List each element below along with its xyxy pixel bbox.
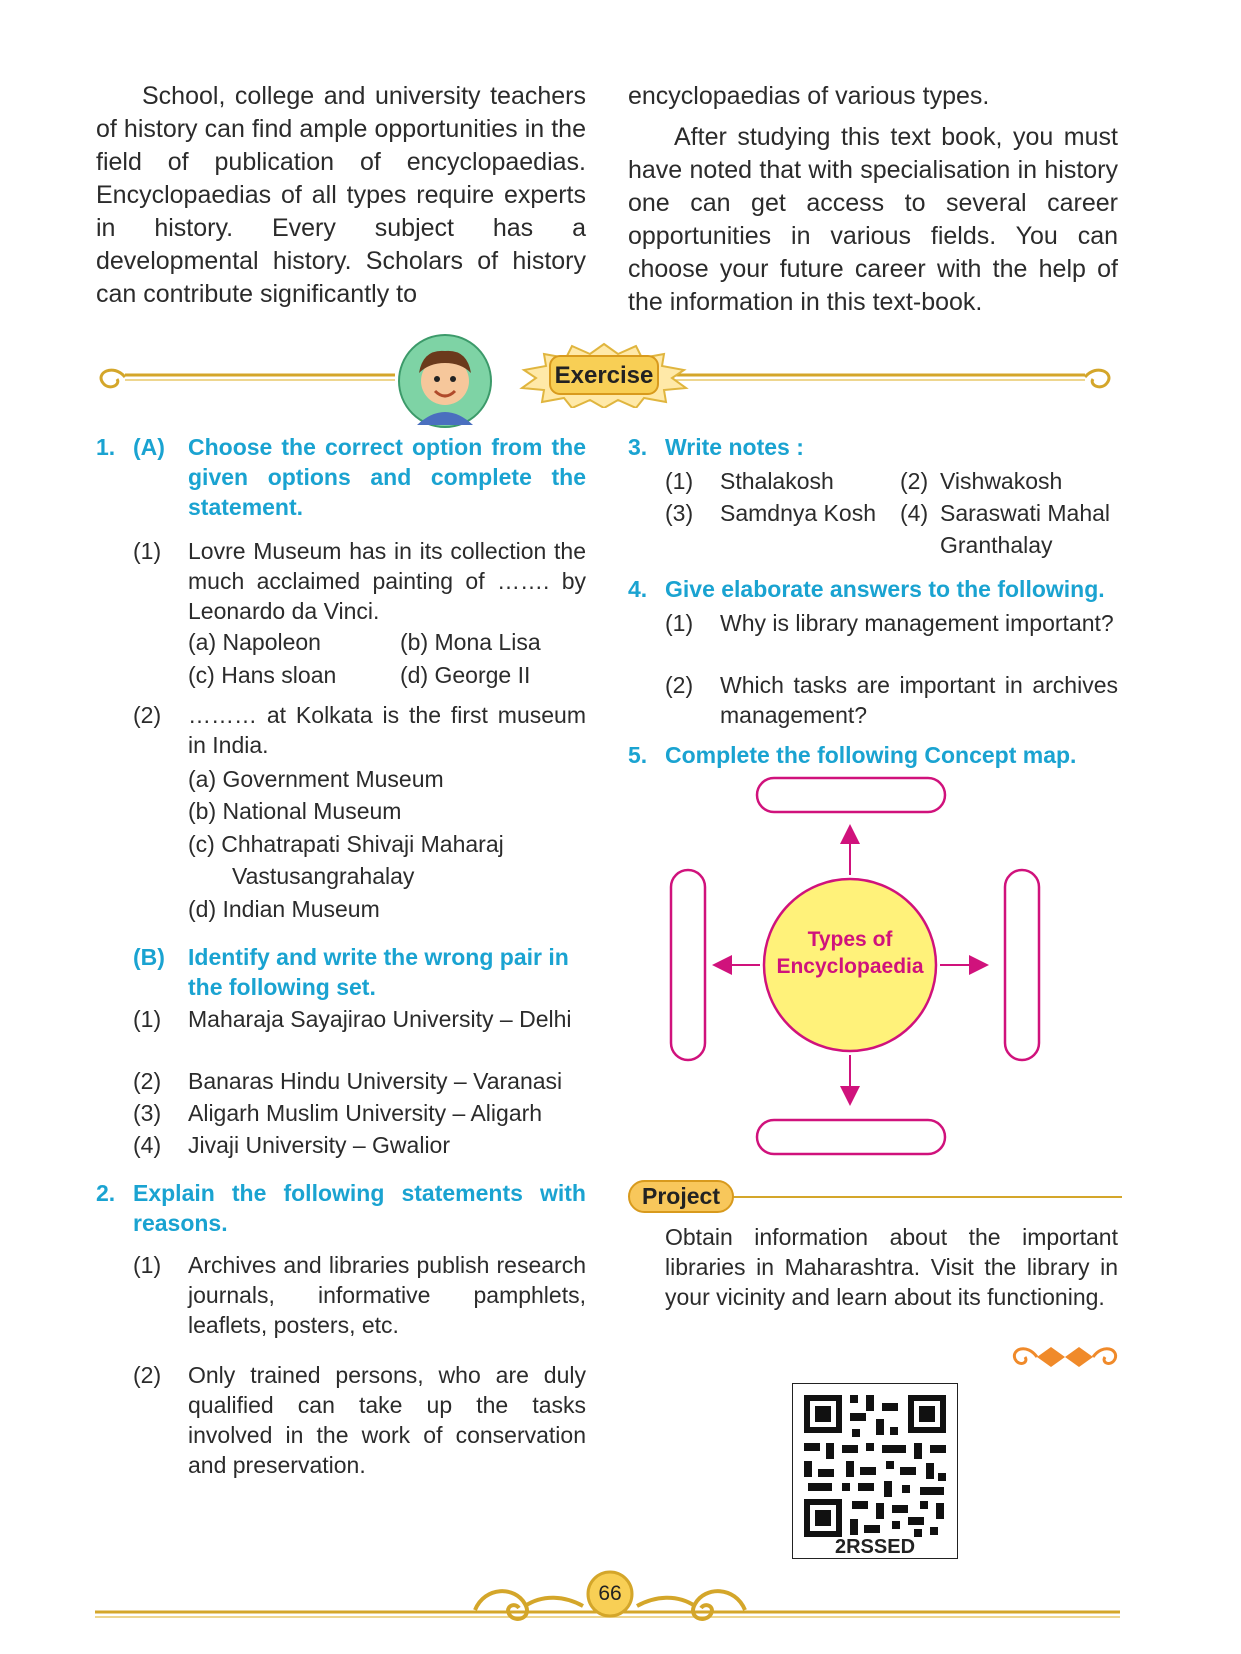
q1a-item1-option-d: (d) George II: [400, 662, 531, 688]
q1b-item4-number: (4): [133, 1132, 162, 1158]
q1a-item1-number: (1): [133, 538, 162, 564]
ornament-icon: [1010, 1340, 1120, 1374]
q1-partA-label: (A): [133, 434, 165, 460]
q3-item3-number: (3): [665, 500, 694, 526]
q3-item4-text: Saraswati Mahal: [940, 500, 1111, 526]
q1b-item2-number: (2): [133, 1068, 162, 1094]
q1b-item4-text: Jivaji University – Gwalior: [188, 1132, 451, 1158]
concept-center-label-line2: Encyclopaedia: [776, 955, 924, 978]
q1b-item3-number: (3): [133, 1100, 162, 1126]
q4-item2-number: (2): [665, 672, 694, 698]
q3-item1-number: (1): [665, 468, 694, 494]
q4-item2-text: Which tasks are important in archives management?: [720, 672, 1118, 728]
concept-box-right[interactable]: [1005, 870, 1039, 1060]
concept-box-top[interactable]: [757, 778, 945, 812]
q1a-item2-option-b: (b) National Museum: [188, 798, 402, 824]
qr-code-icon[interactable]: [792, 1383, 958, 1559]
q5-heading: Complete the following Concept map.: [665, 742, 1077, 768]
q1a-item1-option-c: (c) Hans sloan: [188, 662, 337, 688]
q1b-item1-number: (1): [133, 1006, 162, 1032]
q1a-item2-number: (2): [133, 702, 162, 728]
q3-number: 3.: [628, 434, 648, 460]
q1a-item1-option-a: (a) Napoleon: [188, 629, 321, 655]
q3-item3-text: Samdnya Kosh: [720, 500, 876, 526]
project-label: Project: [628, 1180, 734, 1213]
q1b-item3-text: Aligarh Muslim University – Aligarh: [188, 1100, 543, 1126]
q4-item1-text: Why is library management important?: [720, 610, 1114, 636]
q2-item1-number: (1): [133, 1252, 162, 1278]
q3-heading: Write notes :: [665, 434, 804, 460]
intro-right-continuation: encyclopaedias of various types.: [628, 82, 990, 110]
q1a-item2-option-a: (a) Government Museum: [188, 766, 444, 792]
q2-heading: Explain the following statements with reasons.: [133, 1180, 586, 1236]
concept-box-bottom[interactable]: [757, 1120, 945, 1154]
project-rule: [730, 1194, 1122, 1200]
q1a-item2-option-d: (d) Indian Museum: [188, 896, 380, 922]
q4-heading: Give elaborate answers to the following.: [665, 576, 1105, 602]
q3-item4-text-cont: Granthalay: [940, 532, 1053, 558]
student-avatar-icon: [397, 333, 493, 429]
q1-partB-heading: Identify and write the wrong pair in the following set.: [188, 944, 569, 1000]
q1-partA-heading: Choose the correct option from the given options and complete the statement.: [188, 434, 586, 520]
q2-item2-number: (2): [133, 1362, 162, 1388]
page-number: 66: [598, 1582, 622, 1605]
q3-item2-number: (2): [900, 468, 929, 494]
concept-box-left[interactable]: [671, 870, 705, 1060]
q3-item4-number: (4): [900, 500, 929, 526]
exercise-title: Exercise: [554, 362, 654, 389]
intro-right-paragraph: After studying this text book, you must have noted that with specialisation in history one can get access to several career opportunities in various fields. You can choose your future career with the help of the information in this text-book.: [628, 123, 1118, 316]
project-text: Obtain information about the important libraries in Maharashtra. Visit the library in your vicinity and learn about its functioning.: [665, 1224, 1118, 1310]
q5-number: 5.: [628, 742, 648, 768]
q2-number: 2.: [96, 1180, 116, 1206]
q4-number: 4.: [628, 576, 648, 602]
q1a-item2-option-c-cont: Vastusangrahalay: [232, 863, 415, 889]
q4-item1-number: (1): [665, 610, 694, 636]
q2-item1-text: Archives and libraries publish research journals, informative pamphlets, leaflets, posters, etc.: [188, 1252, 586, 1338]
q1a-item2-text: ……… at Kolkata is the first museum in India.: [188, 702, 586, 758]
q1a-item1-text: Lovre Museum has in its collection the much acclaimed painting of ……. by Leonardo da Vinci.: [188, 538, 586, 624]
concept-center-label-line1: Types of: [807, 928, 893, 951]
q1b-item1-text: Maharaja Sayajirao University – Delhi: [188, 1006, 572, 1032]
q2-item2-text: Only trained persons, who are duly qualified can take up the tasks involved in the work of conservation and preservation.: [188, 1362, 586, 1478]
q3-item1-text: Sthalakosh: [720, 468, 834, 494]
q1-number: 1.: [96, 434, 116, 460]
intro-left-paragraph: School, college and university teachers of history can find ample opportunities in the field of publication of encyclopaedias. Encyclopaedias of all types require experts in history. Every subject has a developmental history. Scholars of history can contribute significantly to: [96, 82, 586, 308]
q3-item2-text: Vishwakosh: [940, 468, 1063, 494]
q1a-item1-option-b: (b) Mona Lisa: [400, 629, 541, 655]
q1b-item2-text: Banaras Hindu University – Varanasi: [188, 1068, 563, 1094]
qr-code-label: 2RSSED: [834, 1536, 916, 1558]
q1-partB-label: (B): [133, 944, 165, 970]
q1a-item2-option-c: (c) Chhatrapati Shivaji Maharaj: [188, 831, 504, 857]
